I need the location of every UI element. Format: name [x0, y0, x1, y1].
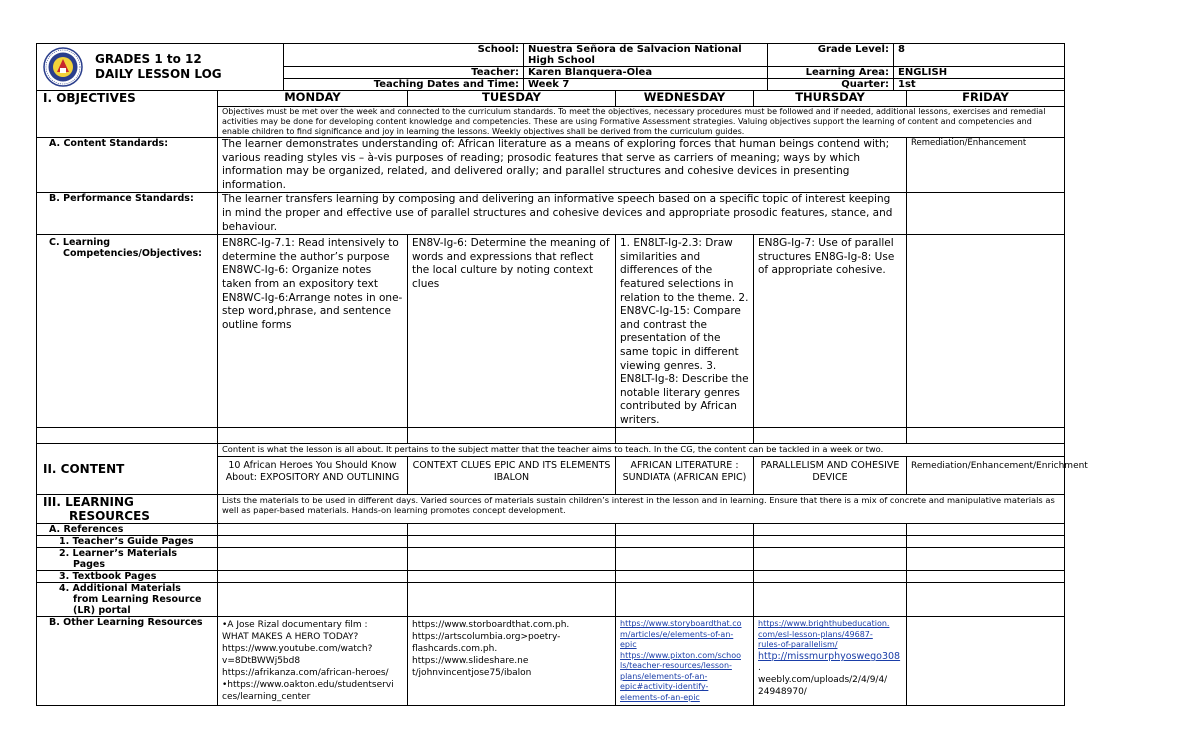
- lm-label: [37, 548, 218, 571]
- content-standards-friday: Remediation/Enhancement: [907, 138, 1065, 193]
- dates-value: Week 7: [524, 79, 768, 91]
- resources-heading-1: III. LEARNING: [43, 495, 134, 510]
- content-topic-tuesday: CONTEXT CLUES EPIC AND ITS ELEMENTS IBALON: [408, 457, 616, 495]
- day-wednesday: WEDNESDAY: [616, 91, 754, 107]
- monday-resource-1: WHAT MAKES A HERO TODAY?: [222, 632, 359, 643]
- competency-friday: [907, 235, 1065, 428]
- content-heading: II. CONTENT: [37, 444, 218, 495]
- spacer-row: [37, 428, 1065, 444]
- performance-standards-friday: [907, 193, 1065, 235]
- objectives-heading: I. OBJECTIVES: [37, 91, 218, 138]
- content-standards-row: [37, 138, 1065, 193]
- wednesday-link-6[interactable]: epic#activity-identify-: [620, 682, 709, 692]
- grade-label: Grade Level:: [768, 44, 894, 67]
- other-resources-tuesday: [408, 617, 616, 706]
- wednesday-link-7[interactable]: elements-of-an-epic: [620, 692, 700, 702]
- thursday-link-0[interactable]: https://www.brighthubeducation.: [758, 619, 890, 629]
- wednesday-link-5[interactable]: plans/elements-of-an-: [620, 671, 708, 681]
- day-monday: MONDAY: [218, 91, 408, 107]
- tg-label: 1. Teacher’s Guide Pages: [37, 536, 218, 548]
- lesson-table: [36, 90, 1088, 706]
- tb-label: 3. Textbook Pages: [37, 571, 218, 583]
- additional-label-3: (LR) portal: [73, 605, 131, 617]
- content-note: Content is what the lesson is all about. It pertains to the subject matter that the teacher aims to teach. In the CG, the content can be tackled in a week or two.: [218, 444, 1065, 457]
- content-topic-thursday: PARALLELISM AND COHESIVE DEVICE: [754, 457, 907, 495]
- competency-tuesday: EN8V-Ig-6: Determine the meaning of words and expressions that reflect the local culture by noting context clues: [408, 235, 616, 428]
- performance-standards-label: B. Performance Standards:: [37, 193, 218, 235]
- competency-thursday: EN8G-Ig-7: Use of parallel structures EN8G-Ig-8: Use of appropriate cohesive.: [754, 235, 907, 428]
- tuesday-resource-0[interactable]: https://www.storboardthat.com.ph.: [412, 620, 570, 631]
- content-topic-wednesday: AFRICAN LITERATURE : SUNDIATA (AFRICAN EPIC): [616, 457, 754, 495]
- quarter-label: Quarter:: [768, 79, 894, 91]
- header-info-grid: [284, 44, 1064, 90]
- performance-standards-row: [37, 193, 1065, 235]
- monday-resource-5[interactable]: •https://www.oakton.edu/studentservi: [222, 680, 394, 691]
- content-topic-monday: 10 African Heroes You Should Know About: EXPOSITORY AND OUTLINING: [218, 457, 408, 495]
- teacher-label: Teacher:: [284, 67, 524, 79]
- header-title-block: [37, 44, 284, 90]
- tg-row: [37, 536, 1065, 548]
- wednesday-link-0[interactable]: https://www.storyboardthat.co: [620, 619, 742, 629]
- thursday-text-1: weebly.com/uploads/2/4/9/4/: [758, 674, 888, 685]
- area-label: Learning Area:: [768, 67, 894, 79]
- school-value: Nuestra Señora de Salvacion National High School: [524, 44, 768, 67]
- other-resources-label: B. Other Learning Resources: [37, 617, 218, 706]
- content-topic-friday: Remediation/Enhancement/Enrichment: [907, 457, 1065, 495]
- competencies-label-2: Competencies/Objectives:: [63, 248, 202, 260]
- objectives-row: [37, 91, 1065, 107]
- tuesday-resource-2[interactable]: flashcards.com.ph.: [412, 644, 498, 655]
- thursday-text-2: 24948970/: [758, 686, 807, 697]
- objectives-note: Objectives must be met over the week and connected to the curriculum standards. To meet the objectives, necessary procedures must be followed and if needed, additional lessons, exercises and remedial activities may be done for developing content knowledge and competencies. These are using Formative Assessment strategies. Valuing objectives support the learning of content and competencies and enable children to find significance and joy in learning the lessons. Weekly objectives shall be derived from the curriculum guides.: [218, 107, 1065, 138]
- wednesday-link-2[interactable]: epic: [620, 640, 637, 650]
- monday-resource-3[interactable]: v=8DtBWWj5bd8: [222, 656, 301, 667]
- monday-resource-2[interactable]: https://www.youtube.com/watch?: [222, 644, 373, 655]
- area-value: ENGLISH: [894, 67, 1064, 79]
- resources-heading-2: RESOURCES: [69, 509, 150, 524]
- thursday-link-1[interactable]: com/esl-lesson-plans/49687-: [758, 629, 873, 639]
- school-label: School:: [284, 44, 524, 67]
- competency-monday: EN8RC-Ig-7.1: Read intensively to determine the author’s purpose EN8WC-Ig-6: Organize notes taken from an expository text EN8WC-Ig-6:Arrange notes in one-step word,phrase, and sentence outline forms: [218, 235, 408, 428]
- content-standards-label: A. Content Standards:: [37, 138, 218, 193]
- additional-label-1: 4. Additional Materials: [59, 583, 181, 595]
- lm-row: [37, 548, 1065, 571]
- deped-seal-icon: [43, 47, 83, 87]
- monday-resource-4[interactable]: https://afrikanza.com/african-heroes/: [222, 668, 389, 679]
- tuesday-resource-3[interactable]: https://www.slideshare.ne: [412, 656, 529, 667]
- grade-value: 8: [894, 44, 1064, 67]
- title-line-1: GRADES 1 to 12: [95, 52, 202, 66]
- day-thursday: THURSDAY: [754, 91, 907, 107]
- other-resources-friday: [907, 617, 1065, 706]
- dates-label: Teaching Dates and Time:: [284, 79, 524, 91]
- competencies-row: [37, 235, 1065, 428]
- quarter-value: 1st: [898, 79, 916, 90]
- references-row: [37, 524, 1065, 536]
- additional-label-2: from Learning Resource: [73, 594, 202, 606]
- additional-row: [37, 583, 1065, 617]
- tuesday-resource-1[interactable]: https://artscolumbia.org>poetry-: [412, 632, 561, 643]
- header: [36, 43, 1065, 90]
- content-standards-text: The learner demonstrates understanding of: African literature as a means of exploring forces that human beings contend with; various reading styles vis – à-vis purposes of reading; prosodic features that serve as carriers of meaning; ways by which information may be organized, related, and delivered orally; and parallel structures and cohesive devices in presenting information.: [218, 138, 907, 193]
- lm-label-1: 2. Learner’s Materials: [59, 548, 178, 560]
- thursday-link-big[interactable]: http://missmurphyoswego308: [758, 650, 901, 662]
- day-tuesday: TUESDAY: [408, 91, 616, 107]
- monday-resource-6[interactable]: ces/learning_center: [222, 692, 311, 703]
- wednesday-link-3[interactable]: https://www.pixton.com/schoo: [620, 650, 741, 660]
- resources-note: Lists the materials to be used in different days. Varied sources of materials sustain children’s interest in the lesson and in learning. Ensure that there is a mix of concrete and manipulative materials as well as paper-based materials. Hands-on learning promotes concept development.: [218, 495, 1065, 524]
- references-label: A. References: [37, 524, 218, 536]
- spacer-cell: [37, 428, 218, 444]
- tb-row: [37, 571, 1065, 583]
- other-resources-row: [37, 617, 1065, 706]
- day-friday: FRIDAY: [907, 91, 1065, 107]
- resources-heading: [37, 495, 218, 524]
- tuesday-resource-4[interactable]: t/johnvincentjose75/ibalon: [412, 668, 532, 679]
- thursday-link-2[interactable]: rules-of-parallelism/: [758, 640, 838, 650]
- lm-label-2: Pages: [73, 559, 106, 571]
- monday-resource-0: •A Jose Rizal documentary film :: [222, 620, 368, 631]
- wednesday-link-4[interactable]: ls/teacher-resources/lesson-: [620, 661, 732, 671]
- other-resources-monday: [218, 617, 408, 706]
- wednesday-link-1[interactable]: m/articles/e/elements-of-an-: [620, 629, 734, 639]
- other-resources-thursday: [754, 617, 907, 706]
- resources-row: [37, 495, 1065, 524]
- thursday-text-0: .: [758, 662, 761, 673]
- title-line-2: DAILY LESSON LOG: [95, 67, 222, 81]
- daily-lesson-log: [36, 43, 1088, 706]
- other-resources-wednesday: [616, 617, 754, 706]
- additional-label: [37, 583, 218, 617]
- teacher-value: Karen Blanquera-Olea: [524, 67, 768, 79]
- content-row: [37, 444, 1065, 457]
- competency-wednesday: 1. EN8LT-Ig-2.3: Draw similarities and differences of the featured selections in relation to the theme. 2. EN8VC-Ig-15: Compare and contrast the presentation of the same topic in different viewing genres. 3. EN8LT-Ig-8: Describe the notable literary genres contributed by African writers.: [616, 235, 754, 428]
- performance-standards-text: The learner transfers learning by composing and delivering an informative speech based on a specific topic of interest keeping in mind the proper and effective use of parallel structures and cohesive devices and appropriate prosodic features, stance, and behaviour.: [218, 193, 907, 235]
- competencies-label-1: C. Learning: [49, 237, 111, 249]
- competencies-label: [37, 235, 218, 428]
